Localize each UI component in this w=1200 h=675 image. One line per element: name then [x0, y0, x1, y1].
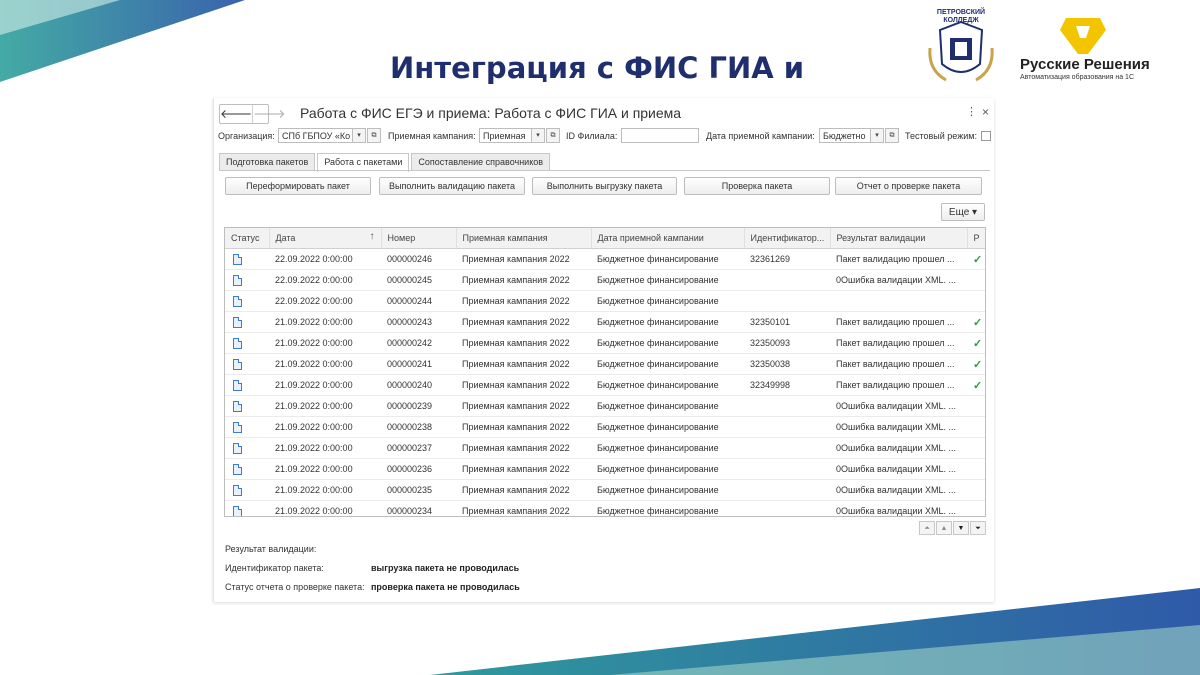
cell-campaign-date: Бюджетное финансирование [591, 312, 744, 333]
window-title: Работа с ФИС ЕГЭ и приема: Работа с ФИС ГИА и приема [300, 105, 682, 121]
package-id-value: выгрузка пакета не проводилась [371, 563, 520, 573]
cell-number: 000000243 [381, 312, 456, 333]
back-arrow-icon[interactable]: 🡐 [220, 107, 253, 121]
column-header-date[interactable] [269, 228, 381, 249]
column-header-r[interactable]: Р [967, 228, 985, 249]
cell-campaign-date: Бюджетное финансирование [591, 459, 744, 480]
checkmark-icon: ✓ [973, 253, 983, 266]
cell-campaign-date: Бюджетное финансирование [591, 501, 744, 518]
cell-status [225, 417, 269, 438]
cell-identifier [744, 396, 830, 417]
table-row[interactable] [225, 501, 985, 518]
cell-status [225, 312, 269, 333]
more-menu-label: Еще [948, 207, 970, 218]
organization-label: Организация: [218, 131, 275, 141]
cell-identifier [744, 480, 830, 501]
cell-campaign-date: Бюджетное финансирование [591, 291, 744, 312]
cell-r [967, 459, 985, 480]
cell-number: 000000241 [381, 354, 456, 375]
rs-logo-icon [1058, 16, 1108, 56]
organization-field[interactable]: СПб ГБПОУ «Ко [278, 128, 353, 143]
campaign-dropdown-icon[interactable]: ▾ [531, 128, 545, 143]
cell-date: 22.09.2022 0:00:00 [269, 270, 381, 291]
table-header-row [225, 228, 985, 249]
column-header-date-label: Дата [275, 233, 296, 243]
cell-validation-result: 0Ошибка валидации XML. ... [830, 396, 967, 417]
column-header-validation-result[interactable]: Результат валидации [830, 228, 967, 249]
rs-logo-tagline: Автоматизация образования на 1С [1020, 74, 1135, 81]
college-logo-text: ПЕТРОВСКИЙ КОЛЛЕДЖ [936, 9, 986, 24]
checkmark-icon: ✓ [973, 358, 983, 371]
cell-r [967, 396, 985, 417]
cell-identifier: 32350093 [744, 333, 830, 354]
sort-ascending-icon: ↑ [369, 231, 375, 242]
packages-table [224, 227, 986, 517]
cell-r [967, 480, 985, 501]
cell-date: 22.09.2022 0:00:00 [269, 291, 381, 312]
cell-validation-result: 0Ошибка валидации XML. ... [830, 501, 967, 518]
cell-campaign-date: Бюджетное финансирование [591, 417, 744, 438]
cell-r [967, 438, 985, 459]
document-icon [233, 317, 242, 328]
cell-campaign-date: Бюджетное финансирование [591, 354, 744, 375]
cell-status [225, 291, 269, 312]
cell-campaign-date: Бюджетное финансирование [591, 270, 744, 291]
cell-identifier: 32361269 [744, 249, 830, 270]
table-row[interactable] [225, 375, 985, 396]
cell-identifier [744, 270, 830, 291]
cell-validation-result [830, 291, 967, 312]
cell-number: 000000246 [381, 249, 456, 270]
cell-date: 21.09.2022 0:00:00 [269, 312, 381, 333]
campaign-date-field[interactable]: Бюджетно [819, 128, 871, 143]
cell-campaign: Приемная кампания 2022 [456, 459, 591, 480]
cell-date: 21.09.2022 0:00:00 [269, 375, 381, 396]
column-header-status[interactable]: Статус [225, 228, 269, 249]
document-icon [233, 401, 242, 412]
report-status-label: Статус отчета о проверке пакета: [225, 582, 365, 592]
organization-dropdown-icon[interactable]: ▾ [352, 128, 366, 143]
forward-arrow-icon[interactable]: 🡒 [253, 107, 286, 121]
scroll-first-icon[interactable]: ⏶ [919, 521, 935, 535]
cell-identifier: 32350101 [744, 312, 830, 333]
document-icon [233, 338, 242, 349]
cell-r [967, 291, 985, 312]
cell-date: 21.09.2022 0:00:00 [269, 438, 381, 459]
document-icon [233, 464, 242, 475]
cell-number: 000000235 [381, 480, 456, 501]
cell-campaign: Приемная кампания 2022 [456, 417, 591, 438]
cell-date: 21.09.2022 0:00:00 [269, 333, 381, 354]
cell-status [225, 480, 269, 501]
cell-campaign-date: Бюджетное финансирование [591, 375, 744, 396]
table-row[interactable] [225, 291, 985, 312]
table-row[interactable] [225, 333, 985, 354]
cell-r [967, 375, 985, 396]
branch-id-label: ID Филиала: [566, 131, 618, 141]
cell-campaign: Приемная кампания 2022 [456, 501, 591, 518]
table-row[interactable] [225, 270, 985, 291]
document-icon [233, 485, 242, 496]
cell-identifier [744, 417, 830, 438]
cell-status [225, 459, 269, 480]
cell-campaign: Приемная кампания 2022 [456, 438, 591, 459]
document-icon [233, 506, 242, 517]
cell-r [967, 501, 985, 518]
cell-number: 000000236 [381, 459, 456, 480]
scroll-down-icon[interactable]: ▼ [953, 521, 969, 535]
campaign-open-icon[interactable]: ⧉ [546, 128, 560, 143]
branch-id-input[interactable] [621, 128, 699, 143]
cell-campaign: Приемная кампания 2022 [456, 270, 591, 291]
cell-status [225, 438, 269, 459]
cell-date: 21.09.2022 0:00:00 [269, 354, 381, 375]
cell-status [225, 270, 269, 291]
cell-number: 000000234 [381, 501, 456, 518]
cell-identifier [744, 438, 830, 459]
upload-package-button[interactable]: Выполнить выгрузку пакета [532, 177, 677, 195]
cell-validation-result: Пакет валидацию прошел ... [830, 249, 967, 270]
reform-package-button[interactable]: Переформировать пакет [225, 177, 371, 195]
cell-identifier [744, 459, 830, 480]
table-row[interactable] [225, 480, 985, 501]
cell-campaign: Приемная кампания 2022 [456, 354, 591, 375]
more-vertical-icon[interactable]: ⋮ [966, 106, 977, 118]
cell-campaign: Приемная кампания 2022 [456, 375, 591, 396]
table-row[interactable] [225, 417, 985, 438]
cell-identifier [744, 291, 830, 312]
document-icon [233, 422, 242, 433]
column-header-campaign-date[interactable]: Дата приемной кампании [591, 228, 744, 249]
document-icon [233, 254, 242, 265]
document-icon [233, 443, 242, 454]
cell-validation-result: 0Ошибка валидации XML. ... [830, 459, 967, 480]
cell-date: 21.09.2022 0:00:00 [269, 396, 381, 417]
cell-campaign: Приемная кампания 2022 [456, 396, 591, 417]
tab-bar [219, 153, 552, 170]
cell-r [967, 333, 985, 354]
cell-validation-result: Пакет валидацию прошел ... [830, 312, 967, 333]
tab-reference-mapping[interactable]: Сопоставление справочников [411, 153, 550, 170]
document-icon [233, 296, 242, 307]
table-row[interactable] [225, 396, 985, 417]
cell-number: 000000239 [381, 396, 456, 417]
cell-validation-result: Пакет валидацию прошел ... [830, 354, 967, 375]
campaign-date-dropdown-icon[interactable]: ▾ [870, 128, 884, 143]
campaign-date-open-icon[interactable]: ⧉ [885, 128, 899, 143]
cell-status [225, 354, 269, 375]
cell-campaign: Приемная кампания 2022 [456, 333, 591, 354]
cell-r [967, 354, 985, 375]
cell-validation-result: 0Ошибка валидации XML. ... [830, 480, 967, 501]
more-menu-button[interactable] [941, 203, 985, 221]
cell-number: 000000237 [381, 438, 456, 459]
cell-campaign-date: Бюджетное финансирование [591, 438, 744, 459]
document-icon [233, 275, 242, 286]
checkmark-icon: ✓ [973, 316, 983, 329]
validate-package-button[interactable]: Выполнить валидацию пакета [379, 177, 525, 195]
cell-status [225, 333, 269, 354]
table-row[interactable] [225, 459, 985, 480]
cell-identifier [744, 501, 830, 518]
cell-campaign-date: Бюджетное финансирование [591, 396, 744, 417]
cell-validation-result: 0Ошибка валидации XML. ... [830, 438, 967, 459]
slide-title [390, 50, 810, 84]
cell-number: 000000240 [381, 375, 456, 396]
cell-date: 22.09.2022 0:00:00 [269, 249, 381, 270]
cell-status [225, 375, 269, 396]
campaign-date-label: Дата приемной кампании: [706, 131, 815, 141]
cell-status [225, 249, 269, 270]
tab-work-with-packages[interactable]: Работа с пакетами [317, 153, 409, 172]
campaign-field[interactable]: Приемная [479, 128, 532, 143]
cell-validation-result: 0Ошибка валидации XML. ... [830, 270, 967, 291]
package-report-button[interactable]: Отчет о проверке пакета [835, 177, 982, 195]
cell-number: 000000245 [381, 270, 456, 291]
cell-campaign-date: Бюджетное финансирование [591, 333, 744, 354]
cell-date: 21.09.2022 0:00:00 [269, 501, 381, 518]
checkmark-icon: ✓ [973, 379, 983, 392]
test-mode-label: Тестовый режим: [905, 131, 977, 141]
cell-number: 000000242 [381, 333, 456, 354]
table-row[interactable] [225, 438, 985, 459]
report-status-value: проверка пакета не проводилась [371, 582, 520, 592]
column-header-campaign[interactable]: Приемная кампания [456, 228, 591, 249]
cell-identifier: 32349998 [744, 375, 830, 396]
document-icon [233, 359, 242, 370]
cell-date: 21.09.2022 0:00:00 [269, 459, 381, 480]
cell-status [225, 501, 269, 518]
cell-date: 21.09.2022 0:00:00 [269, 417, 381, 438]
nav-buttons [219, 104, 286, 124]
slide-title-text: Интеграция с ФИС ГИА и [390, 51, 805, 84]
cell-identifier: 32350038 [744, 354, 830, 375]
cell-r [967, 312, 985, 333]
tab-prepare-packages[interactable]: Подготовка пакетов [219, 153, 315, 170]
checkmark-icon: ✓ [973, 337, 983, 350]
check-package-button[interactable]: Проверка пакета [684, 177, 830, 195]
cell-campaign: Приемная кампания 2022 [456, 480, 591, 501]
cell-validation-result: Пакет валидацию прошел ... [830, 375, 967, 396]
cell-campaign: Приемная кампания 2022 [456, 291, 591, 312]
cell-validation-result: 0Ошибка валидации XML. ... [830, 417, 967, 438]
scroll-last-icon[interactable]: ⏷ [970, 521, 986, 535]
organization-open-icon[interactable]: ⧉ [367, 128, 381, 143]
campaign-label: Приемная кампания: [388, 131, 476, 141]
tab-divider [219, 170, 990, 171]
column-header-number[interactable]: Номер [381, 228, 456, 249]
package-id-label: Идентификатор пакета: [225, 563, 324, 573]
cell-status [225, 396, 269, 417]
chevron-down-icon: ▾ [972, 207, 978, 218]
validation-result-label: Результат валидации: [225, 544, 317, 554]
cell-number: 000000238 [381, 417, 456, 438]
app-window [213, 98, 994, 602]
cell-campaign-date: Бюджетное финансирование [591, 249, 744, 270]
test-mode-checkbox[interactable] [981, 131, 991, 141]
cell-validation-result: Пакет валидацию прошел ... [830, 333, 967, 354]
close-icon[interactable]: × [982, 105, 990, 119]
cell-date: 21.09.2022 0:00:00 [269, 480, 381, 501]
column-header-identifier[interactable]: Идентификатор... [744, 228, 830, 249]
scroll-up-icon[interactable]: ▲ [936, 521, 952, 535]
cell-r [967, 249, 985, 270]
table-row[interactable] [225, 249, 985, 270]
cell-campaign: Приемная кампания 2022 [456, 312, 591, 333]
table-row[interactable] [225, 354, 985, 375]
cell-r [967, 270, 985, 291]
cell-campaign: Приемная кампания 2022 [456, 249, 591, 270]
table-row[interactable] [225, 312, 985, 333]
document-icon [233, 380, 242, 391]
cell-number: 000000244 [381, 291, 456, 312]
cell-campaign-date: Бюджетное финансирование [591, 480, 744, 501]
rs-logo-name: Русские Решения [1020, 56, 1150, 73]
cell-r [967, 417, 985, 438]
